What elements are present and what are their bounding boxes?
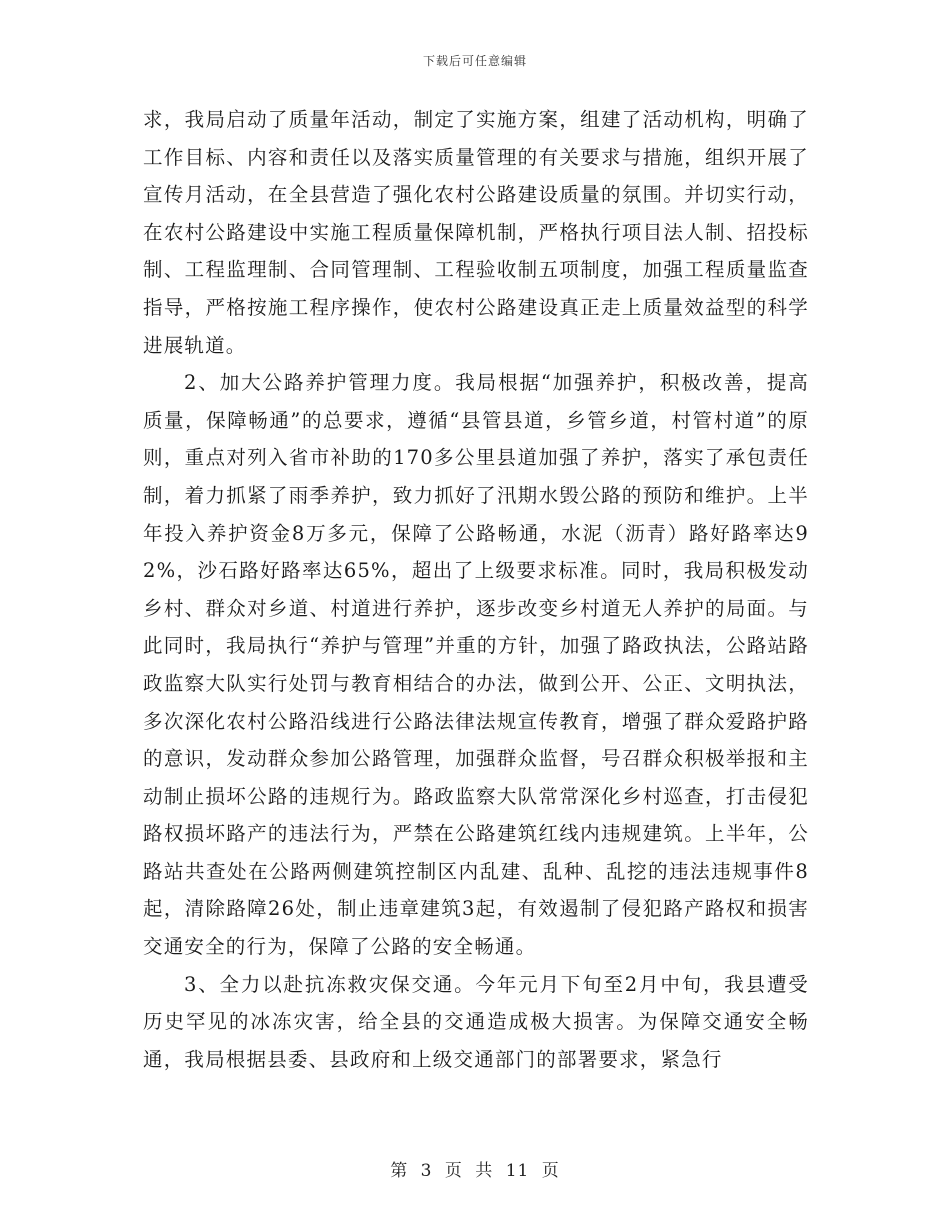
paragraph-road-maintenance: 2、加大公路养护管理力度。我局根据“加强养护，积极改善，提高质量，保障畅通”的总要求，遵循“县管县道，乡管乡道，村管村道”的原则，重点对列入省市补助的170多公里县道加强了养护，落实了承包责任制，着力抓紧了雨季养护，致力抓好了汛期水毁公路的预防和维护。上半年投入养护资金8万多元，保障了公路畅通，水泥（沥青）路好路率达92%，沙石路好路率达65%，超出了上级要求标准。同时，我局积极发动乡村、群众对乡道、村道进行养护，逐步改变乡村道无人养护的局面。与此同时，我局执行“养护与管理”并重的方针，加强了路政执法，公路站路政监察大队实行处罚与教育相结合的办法，做到公开、公正、文明执法，多次深化农村公路沿线进行公路法律法规宣传教育，增强了群众爱路护路的意识，发动群众参加公路管理，加强群众监督，号召群众积极举报和主动制止损坏公路的违规行为。路政监察大队常常深化乡村巡查，打击侵犯路权损坏路产的违法行为，严禁在公路建筑红线内违规建筑。上半年，公路站共查处在公路两侧建筑控制区内乱建、乱种、乱挖的违法违规事件8起，清除路障26处，制止违章建筑3起，有效遏制了侵犯路产路权和损害交通安全的行为，保障了公路的安全畅通。 — [143, 371, 809, 959]
paragraph-continuation: 求，我局启动了质量年活动，制定了实施方案，组建了活动机构，明确了工作目标、内容和责任以及落实质量管理的有关要求与措施，组织开展了宣传月活动，在全县营造了强化农村公路建设质量的氛围。并切实行动，在农村公路建设中实施工程质量保障机制，严格执行项目法人制、招投标制、工程监理制、合同管理制、工程验收制五项制度，加强工程质量监查指导，严格按施工程序操作，使农村公路建设真正走上质量效益型的科学进展轨道。 — [143, 108, 809, 357]
paragraph-disaster-relief: 3、全力以赴抗冻救灾保交通。今年元月下旬至2月中旬，我县遭受历史罕见的冰冻灾害，给全县的交通造成极大损害。为保障交通安全畅通，我局根据县委、县政府和上级交通部门的部署要求，紧急行 — [143, 972, 809, 1071]
document-body — [143, 101, 809, 1078]
page-number-footer: 第 3 页 共 11 页 — [390, 1161, 560, 1181]
page-header: 下载后可任意编辑 — [422, 54, 527, 68]
